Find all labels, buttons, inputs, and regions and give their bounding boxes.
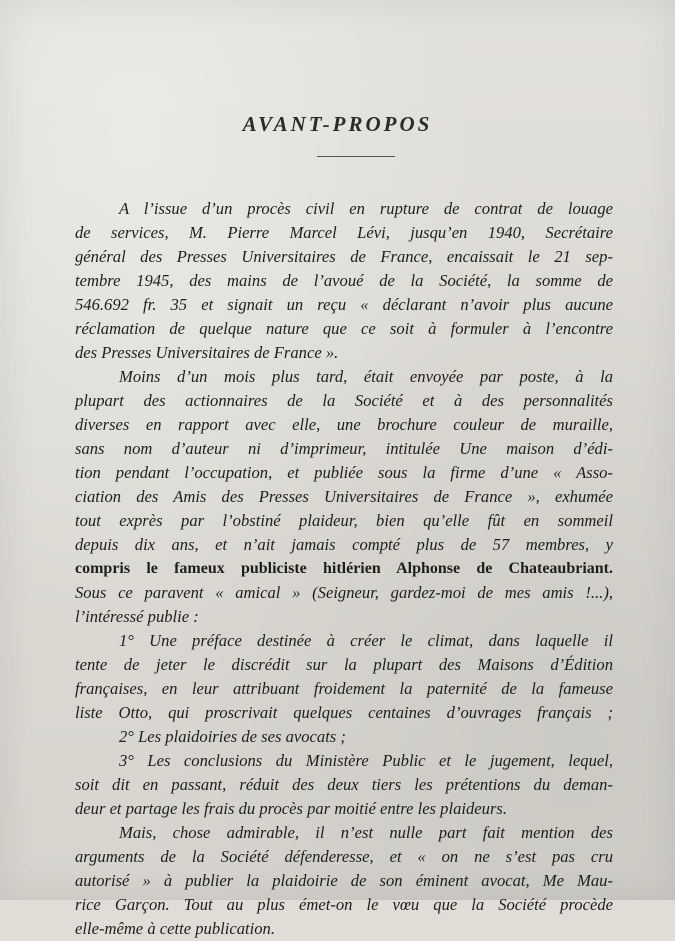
text-line: elle-même à cette publication.	[75, 919, 275, 938]
text-line: arguments de la Société défenderesse, et « on ne s’est pas cru	[75, 847, 613, 866]
text-line: tembre 1945, des mains de l’avoué de la Société, la somme de	[75, 271, 613, 290]
text-line: général des Presses Universitaires de France, encaissait le 21 sep-	[75, 247, 613, 266]
text-line: autorisé » à publier la plaidoirie de son éminent avocat, Me Mau-	[75, 871, 613, 890]
text-line: plupart des actionnaires de la Société et à des personnalités	[75, 391, 613, 410]
text-line: 3° Les conclusions du Ministère Public et le jugement, lequel,	[119, 751, 613, 770]
text-line: deur et partage les frais du procès par moitié entre les plaideurs.	[75, 799, 508, 818]
text-line: Moins d’un mois plus tard, était envoyée par poste, à la	[119, 367, 613, 386]
text-line: de services, M. Pierre Marcel Lévi, jusqu’en 1940, Secrétaire	[75, 223, 613, 242]
title-underline	[317, 156, 395, 157]
text-line: soit dit en passant, réduit des deux tiers les prétentions du deman-	[75, 775, 613, 794]
text-line: réclamation de quelque nature que ce soit à formuler à l’encontre	[75, 319, 613, 338]
text-line: l’intéressé publie :	[75, 607, 199, 626]
text-line: liste Otto, qui proscrivait quelques centaines d’ouvrages français ;	[75, 703, 613, 722]
text-line: diverses en rapport avec elle, une brochure couleur de muraille,	[75, 415, 613, 434]
text-line: tout exprès par l’obstiné plaideur, bien qu’elle fût en sommeil	[75, 511, 613, 530]
text-line: des Presses Universitaires de France ».	[75, 343, 339, 362]
text-line: tente de jeter le discrédit sur la plupart des Maisons d’Édition	[75, 655, 613, 674]
text-line: ciation des Amis des Presses Universitaires de France », exhumée	[75, 487, 613, 506]
text-line: 2° Les plaidoiries de ses avocats ;	[119, 727, 346, 746]
text-line: Sous ce paravent « amical » (Seigneur, gardez-moi de mes amis !...),	[75, 583, 613, 602]
text-line: 546.692 fr. 35 et signait un reçu « déclarant n’avoir plus aucune	[75, 295, 613, 314]
text-line: 1° Une préface destinée à créer le climat, dans laquelle il	[119, 631, 613, 650]
text-line: rice Garçon. Tout au plus émet-on le vœu que la Société procède	[75, 895, 613, 914]
text-line: Mais, chose admirable, il n’est nulle part fait mention des	[119, 823, 613, 842]
text-line: depuis dix ans, et n’ait jamais compté plus de 57 membres, y	[75, 535, 613, 554]
text-line: tion pendant l’occupation, et publiée sous la firme d’une « Asso-	[75, 463, 613, 482]
text-line: sans nom d’auteur ni d’imprimeur, intitulée Une maison d’édi-	[75, 439, 613, 458]
page-title: AVANT-PROPOS	[242, 112, 433, 136]
body-text	[75, 197, 613, 941]
text-line: A l’issue d’un procès civil en rupture de contrat de louage	[119, 199, 613, 218]
text-line-bold: compris le fameux publiciste hitlérien Alphonse de Chateaubriant.	[75, 560, 613, 577]
text-line: françaises, en leur attribuant froidement la paternité de la fameuse	[75, 679, 613, 698]
